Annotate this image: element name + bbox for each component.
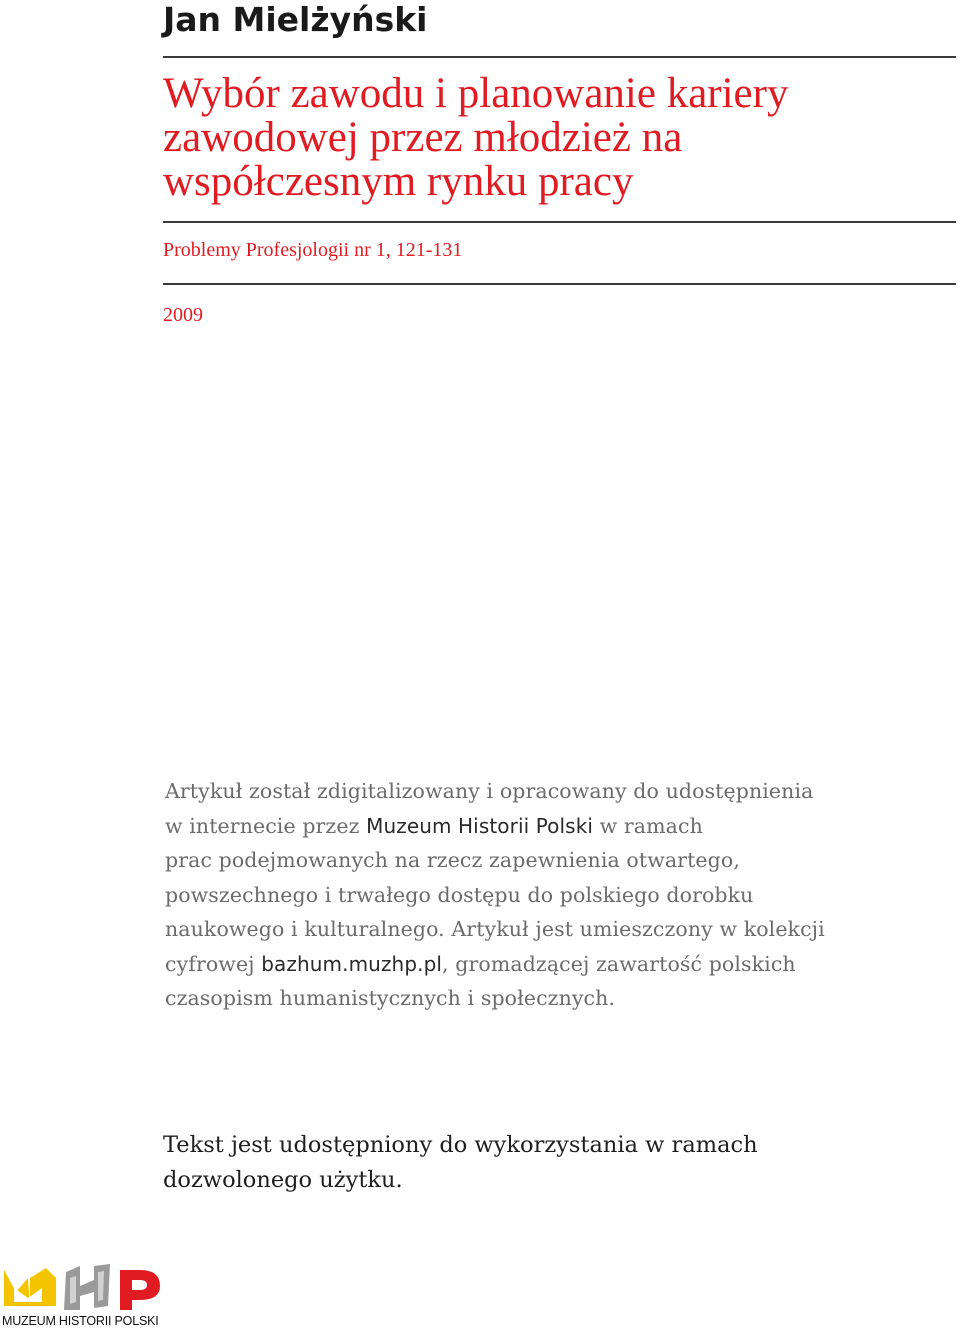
notice-line: powszechnego i trwałego dostępu do polskiego dorobku: [165, 882, 754, 907]
notice-line: Artykuł został zdigitalizowany i opracowany do udostępnienia: [165, 779, 814, 803]
journal-source: Problemy Profesjologii nr 1, 121-131: [163, 239, 463, 261]
digitization-notice: [165, 774, 945, 1016]
museum-name: Muzeum Historii Polski: [366, 813, 594, 838]
usage-line: Tekst jest udostępniony do wykorzystania w ramach: [163, 1132, 758, 1158]
article-title: [163, 72, 953, 204]
logo-red-mark: [120, 1270, 160, 1310]
notice-text: cyfrowej: [165, 951, 262, 976]
museum-logo-icon: [0, 1262, 170, 1314]
museum-logo: [0, 1262, 170, 1331]
article-title-line: zawodowej przez młodzież na: [163, 114, 683, 161]
notice-text: w internecie przez: [165, 813, 367, 838]
logo-caption: MUZEUM HISTORII POLSKI: [2, 1314, 159, 1328]
article-title-line: współczesnym rynku pracy: [163, 158, 634, 205]
article-title-line: Wybór zawodu i planowanie kariery: [163, 70, 789, 117]
logo-gray-stripe: [70, 1276, 76, 1304]
notice-line: prac podejmowanych na rzecz zapewnienia otwartego,: [165, 848, 740, 872]
notice-line: naukowego i kulturalnego. Artykuł jest umieszczony w kolekcji: [165, 917, 825, 941]
notice-line: [165, 947, 945, 982]
header-divider: [163, 56, 956, 58]
source-divider: [163, 283, 956, 285]
notice-line: [165, 809, 945, 844]
notice-text: , gromadzącej zawartość polskich: [442, 951, 796, 976]
usage-statement: [163, 1128, 943, 1198]
author-name: Jan Mielżyński: [163, 0, 428, 39]
logo-gray-stripe: [98, 1271, 104, 1301]
collection-link[interactable]: bazhum.muzhp.pl: [261, 951, 443, 976]
notice-line: czasopism humanistycznych i społecznych.: [165, 986, 616, 1010]
notice-text: w ramach: [593, 813, 703, 838]
usage-line: dozwolonego użytku.: [163, 1167, 403, 1193]
title-divider: [163, 221, 956, 223]
publication-year: 2009: [163, 304, 203, 326]
